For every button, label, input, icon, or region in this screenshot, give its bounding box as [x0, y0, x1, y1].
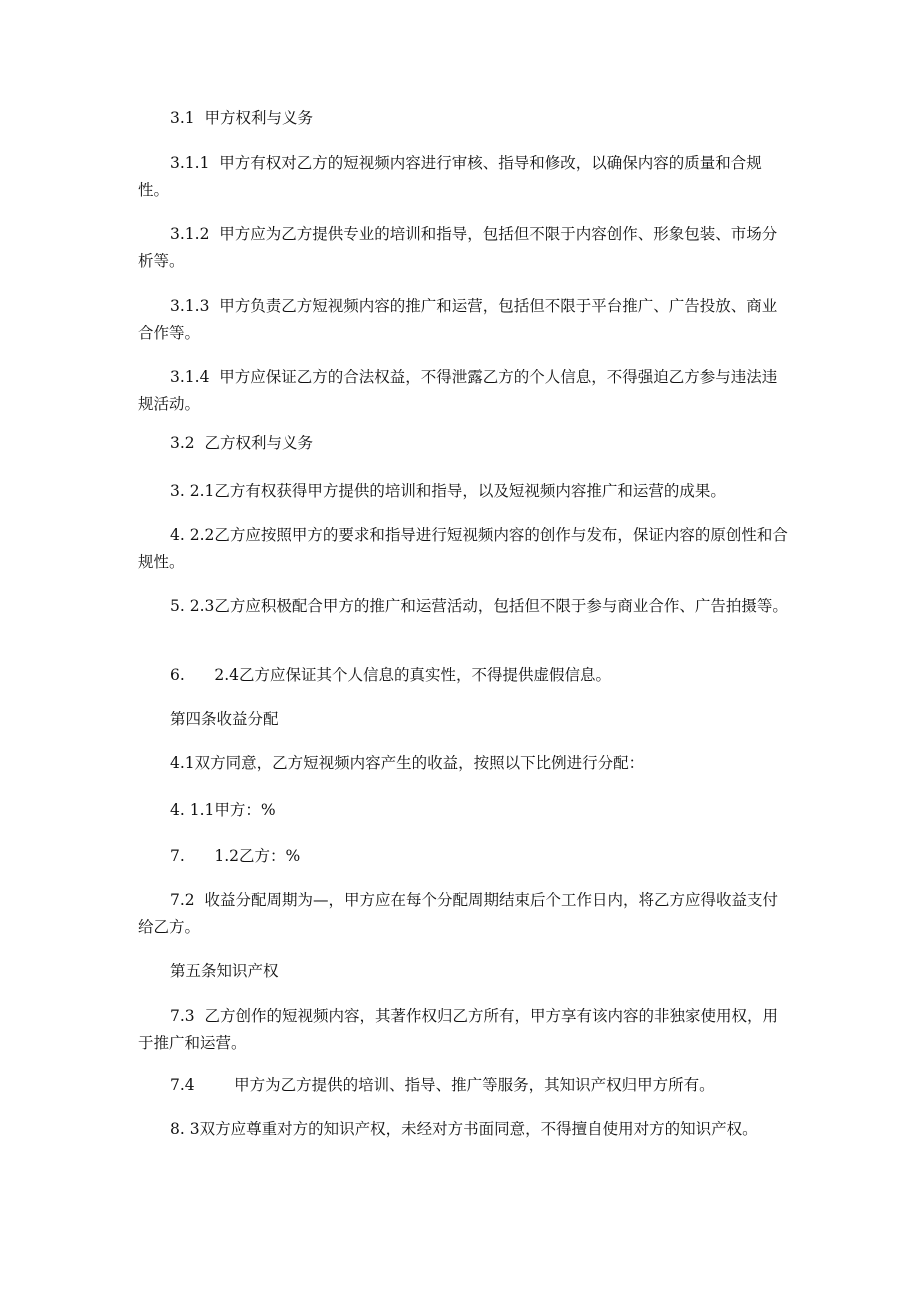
clause-paragraph: 3.1.1 甲方有权对乙方的短视频内容进行审核、指导和修改，以确保内容的质量和合规性。	[138, 154, 762, 199]
clause-paragraph: 4.1双方同意，乙方短视频内容产生的收益，按照以下比例进行分配：	[170, 754, 645, 772]
clause-paragraph: 4. 2.2乙方应按照甲方的要求和指导进行短视频内容的创作与发布，保证内容的原创性和合规性。	[138, 526, 788, 571]
clause-paragraph: 3.1.3 甲方负责乙方短视频内容的推广和运营，包括但不限于平台推广、广告投放、商业合作等。	[138, 297, 778, 342]
clause-paragraph: 3. 2.1乙方有权获得甲方提供的培训和指导，以及短视频内容推广和运营的成果。	[170, 482, 726, 500]
section-heading: 3.1 甲方权利与义务	[170, 109, 314, 127]
article-heading: 第五条知识产权	[170, 962, 279, 980]
clause-paragraph: 7. 1.2乙方：%	[170, 847, 301, 865]
article-heading: 第四条收益分配	[170, 710, 279, 728]
clause-paragraph: 7.3 乙方创作的短视频内容，其著作权归乙方所有，甲方享有该内容的非独家使用权，用于推广和运营。	[138, 1007, 779, 1052]
section-heading: 3.2 乙方权利与义务	[170, 434, 314, 452]
clause-paragraph: 7.4 甲方为乙方提供的培训、指导、推广等服务，其知识产权归甲方所有。	[170, 1076, 715, 1094]
clause-paragraph: 6. 2.4乙方应保证其个人信息的真实性，不得提供虚假信息。	[170, 666, 612, 684]
clause-paragraph: 7.2 收益分配周期为—，甲方应在每个分配周期结束后个工作日内，将乙方应得收益支付给乙方。	[138, 891, 779, 936]
clause-paragraph: 4. 1.1甲方：%	[170, 801, 276, 819]
clause-paragraph: 3.1.4 甲方应保证乙方的合法权益，不得泄露乙方的个人信息，不得强迫乙方参与违法违规活动。	[138, 368, 778, 413]
clause-paragraph: 3.1.2 甲方应为乙方提供专业的培训和指导，包括但不限于内容创作、形象包装、市场分析等。	[138, 225, 778, 270]
clause-paragraph: 5. 2.3乙方应积极配合甲方的推广和运营活动，包括但不限于参与商业合作、广告拍摄等。	[170, 597, 788, 615]
clause-paragraph: 8. 3双方应尊重对方的知识产权，未经对方书面同意，不得擅自使用对方的知识产权。	[170, 1120, 758, 1138]
